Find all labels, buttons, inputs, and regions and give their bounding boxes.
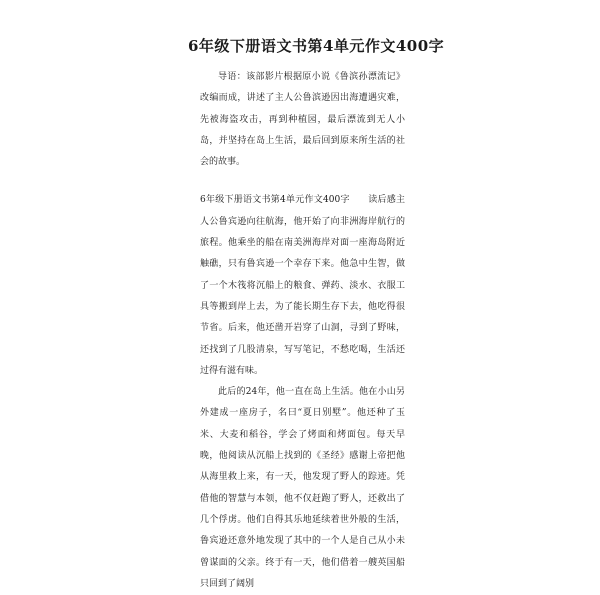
body-paragraph-1: 6年级下册语文书第4单元作文400字 读后感主人公鲁宾逊向往航海，他开始了向非洲海岸航行的旅程。他乘坐的船在南美洲海岸对面一座海岛附近触礁，只有鲁宾逊一个幸存下来。他急中生智，做了一个木筏将沉船上的粮食、弹药、淡水、衣服工具等搬到岸上去，为了能长期生存下去，他吃得很节省。后来，他还凿开岩穿了山洞，寻到了野味，还找到了几股清泉，写写笔记，不愁吃喝，生活还过得有滋有味。 bbox=[200, 195, 405, 376]
intro-paragraph: 导语：该部影片根据原小说《鲁滨孙漂流记》改编而成，讲述了主人公鲁滨逊因出海遭遇灾难，先被海盗攻击，再到种植园，最后漂流到无人小岛，并坚持在岛上生活，最后回到原来所生活的社会的故事。 bbox=[200, 72, 405, 168]
document-title: 6年级下册语文书第4单元作文400字 bbox=[188, 37, 445, 55]
body-paragraph-2: 此后的24年，他一直在岛上生活。他在小山另外建成一座房子，名曰“夏日别墅”。他还种了玉米、大麦和稻谷，学会了烤面和烤面包。每天早晚，他阅读从沉船上找到的《圣经》感谢上帝把他从海里救上来，有一天，他发现了野人的踪迹。凭借他的智慧与本领，他不仅赶跑了野人，还救出了几个俘虏。他们自得其乐地延续着世外般的生活，鲁宾逊还意外地发现了其中的一个人是自己从小未曾谋面的父亲。终于有一天，他们借着一艘英国船只回到了阔别 bbox=[200, 387, 405, 589]
